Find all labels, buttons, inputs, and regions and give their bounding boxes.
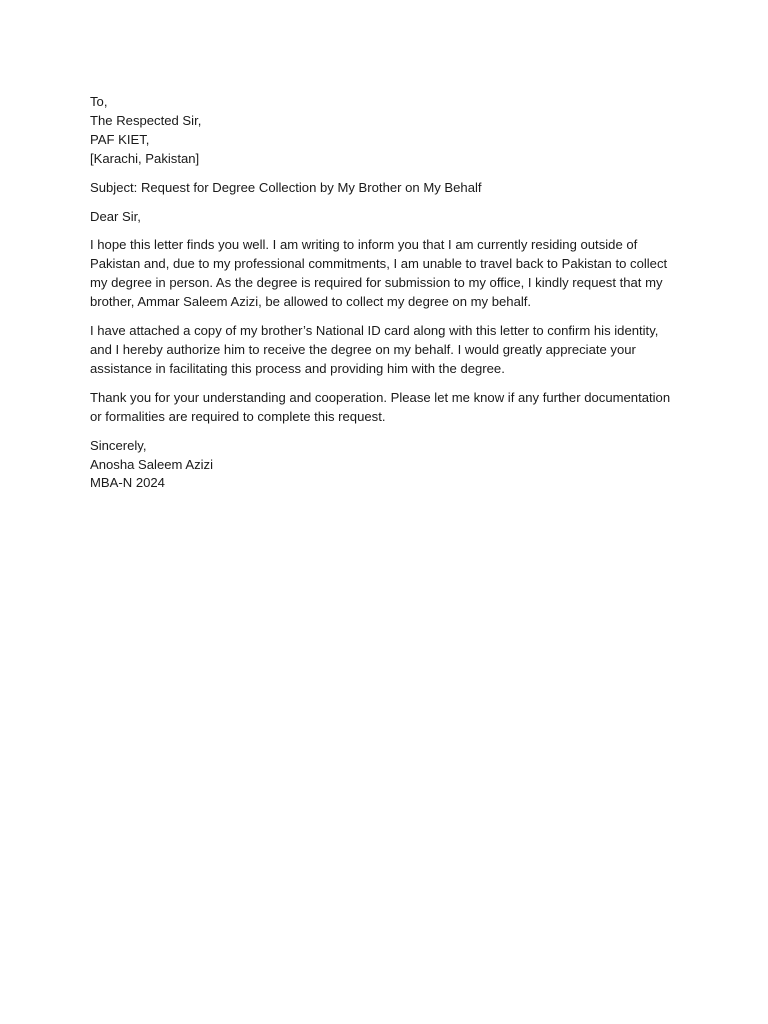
salutation: Dear Sir,: [90, 208, 141, 224]
address-to-line: To,: [90, 94, 108, 109]
body-paragraph: I hope this letter finds you well. I am writing to inform you that I am currently residing outside of Pakistan and, due to my professional commitments, I am unable to travel back to Pakistan to collect my degree in person. As the degree is required for submission to my office, I kindly request that my brother, Ammar Saleem Azizi, be allowed to collect my degree on my behalf.: [90, 237, 668, 310]
body-paragraph: Thank you for your understanding and cooperation. Please let me know if any further documentation or formalities are required to complete this request.: [90, 389, 671, 424]
subject-line: Subject: Request for Degree Collection by My Brother on My Behalf: [90, 179, 482, 195]
sender-program: MBA-N 2024: [90, 475, 165, 491]
sign-off: Sincerely,: [90, 437, 147, 453]
body-paragraph: I have attached a copy of my brother’s National ID card along with this letter to confirm his identity, and I hereby authorize him to receive the degree on my behalf. I would greatly appreciate your assistance in facilitating this process and providing him with the degree.: [90, 323, 659, 376]
address-location-line: [Karachi, Pakistan]: [90, 150, 200, 166]
recipient-address-block: [90, 93, 680, 169]
sender-name: Anosha Saleem Azizi: [90, 456, 214, 472]
address-recipient-line: The Respected Sir,: [90, 112, 202, 128]
signature-block: [90, 437, 680, 494]
address-institution-line: PAF KIET,: [90, 131, 150, 147]
letter-body: [90, 93, 680, 493]
